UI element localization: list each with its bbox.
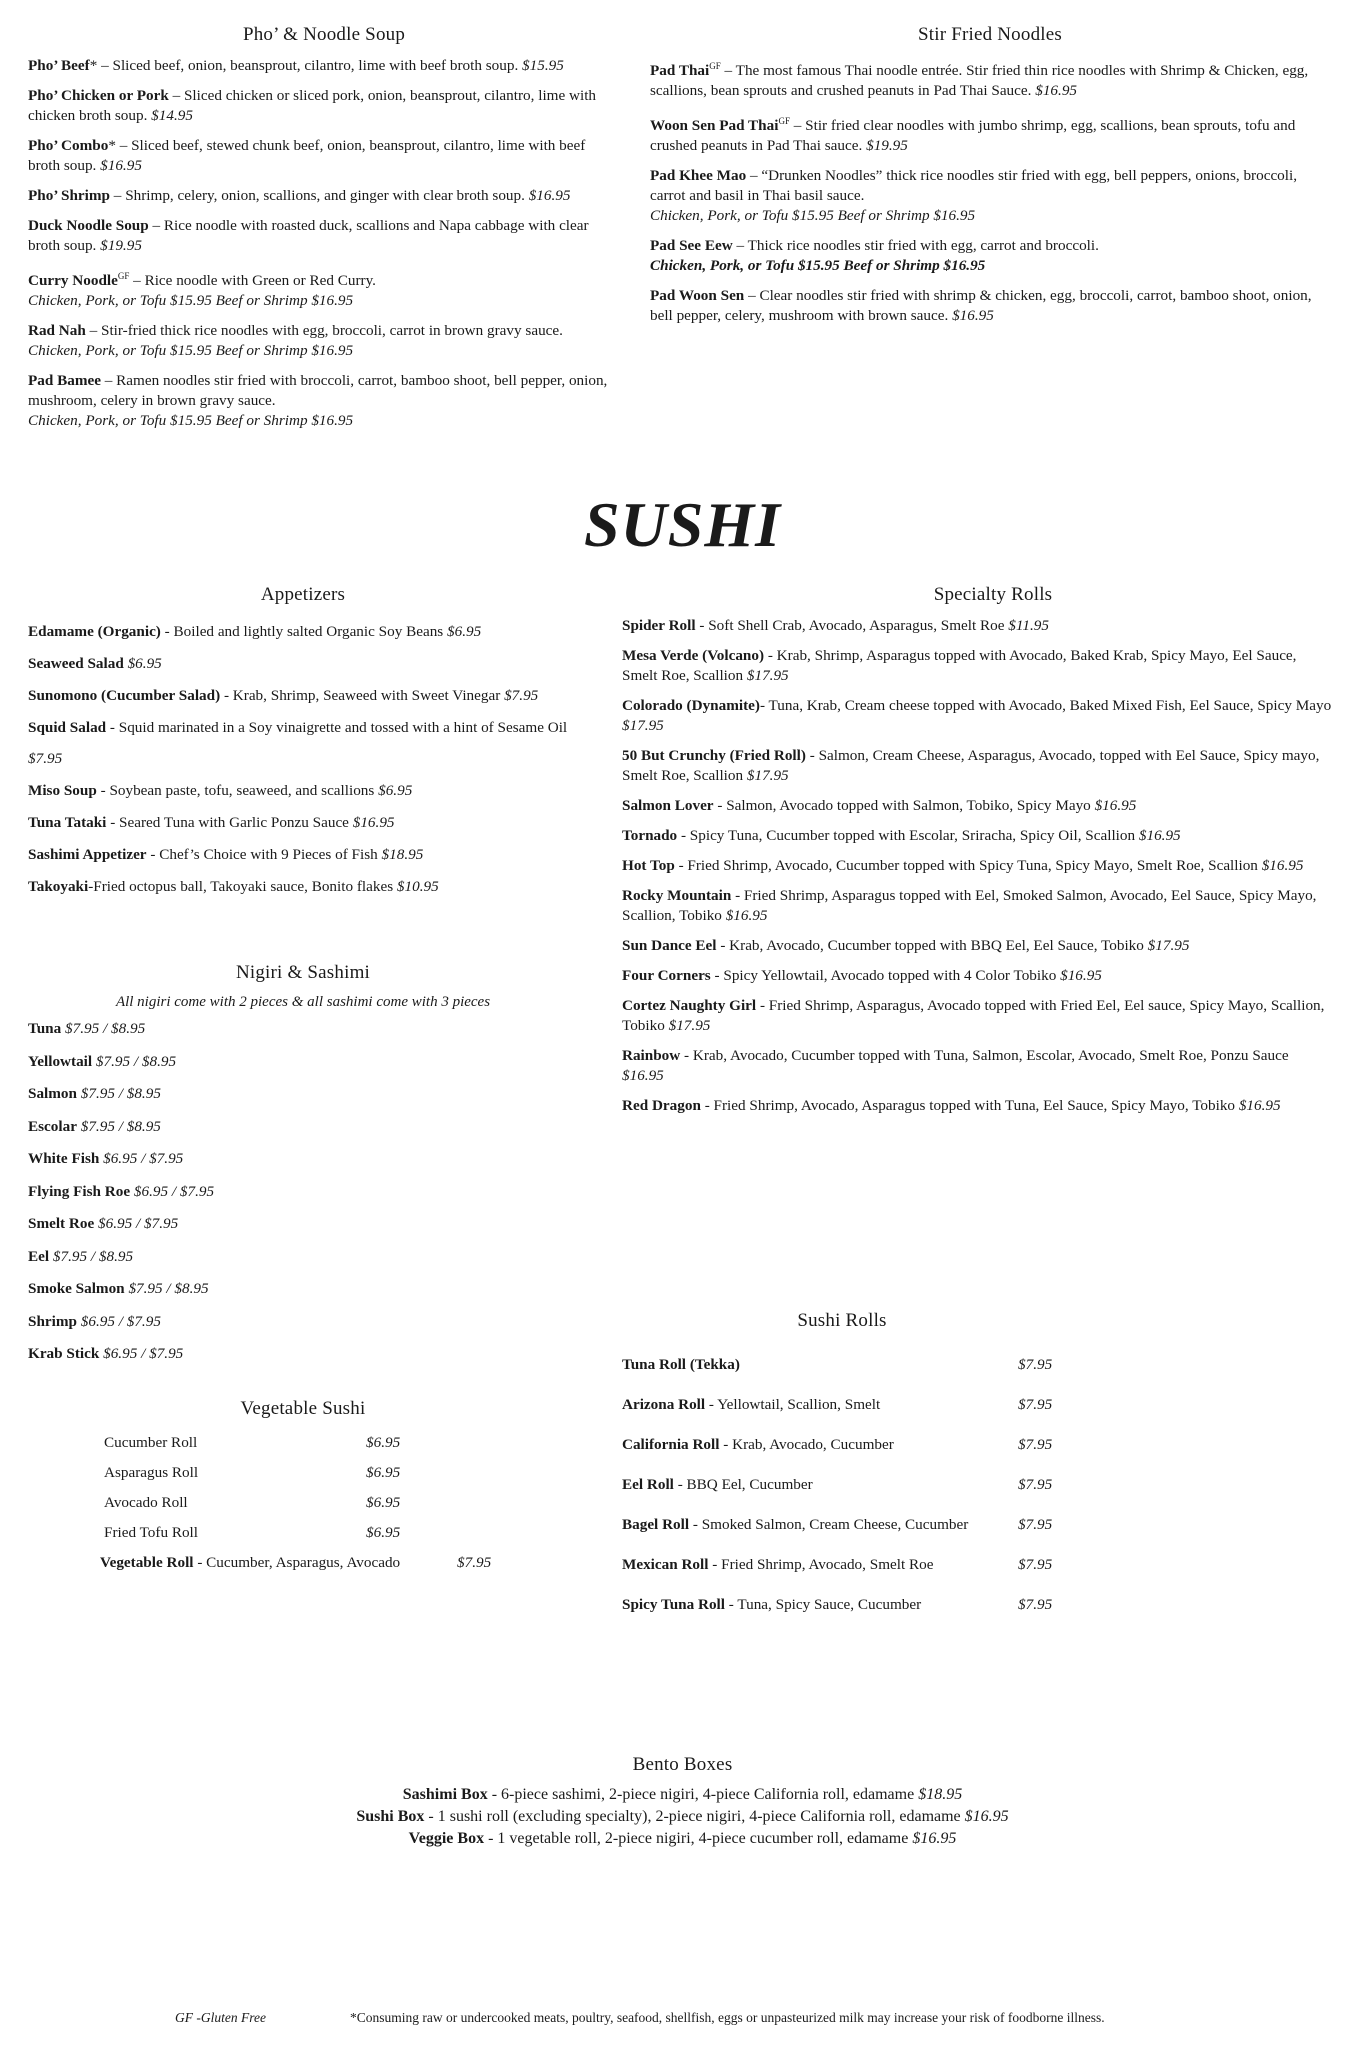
item-description: – Shrimp, celery, onion, scallions, and ginger with clear broth soup. (110, 187, 529, 204)
item-price-options: Chicken, Pork, or Tofu $15.95 Beef or Shrimp $16.95 (28, 412, 354, 430)
item-price: $6.95 (127, 655, 162, 672)
item-name: Pad Woon Sen (650, 287, 745, 305)
item-price: $17.95 (746, 767, 789, 784)
item-description: - BBQ Eel, Cucumber (673, 1476, 813, 1493)
veg-section (28, 1398, 578, 1574)
item-price: $7.95 (457, 1554, 492, 1571)
item-price: $7.95 (1018, 1516, 1053, 1533)
menu-item (28, 712, 578, 774)
veg-item (100, 1554, 578, 1574)
item-description: – Sliced chicken or sliced pork, onion, beansprout, cilantro, lime with chicken broth soup. (28, 87, 597, 124)
menu-item (28, 266, 620, 311)
item-price: $7.95 (28, 750, 63, 767)
nigiri-item (28, 1117, 578, 1137)
nigiri-item (28, 1344, 578, 1364)
item-name: Smoke Salmon (28, 1280, 125, 1297)
item-name: Curry Noodle (28, 272, 118, 290)
item-name: Eel (28, 1247, 50, 1265)
item-price: $17.95 (668, 1017, 711, 1034)
roll-item (622, 1436, 1082, 1456)
item-description: - Spicy Yellowtail, Avocado topped with 4 Color Tobiko (710, 967, 1061, 984)
item-name: Tuna Tataki (28, 814, 107, 831)
item-price: $16.95 (964, 1808, 1009, 1825)
item-price: $7.95 (1018, 1436, 1053, 1453)
raw-warning-mark: * (108, 137, 116, 154)
specialty-title: Specialty Rolls (933, 584, 1053, 605)
item-price: $7.95 / $8.95 (80, 1085, 161, 1102)
sushi-heading: SUSHI (583, 489, 782, 560)
appetizers-list (28, 616, 578, 902)
item-name: Pad Thai (650, 62, 710, 80)
item-name: Sun Dance Eel (622, 937, 717, 954)
item-price-options: Chicken, Pork, or Tofu $15.95 Beef or Shrimp $16.95 (650, 207, 976, 225)
item-description: - Krab, Shrimp, Asparagus topped with Avocado, Baked Krab, Spicy Mayo, Eel Sauce, Smelt Roe, Scallion (622, 647, 1297, 684)
menu-item (28, 807, 578, 838)
item-name: Spider Roll (622, 617, 696, 634)
item-description: - 6-piece sashimi, 2-piece nigiri, 4-piece California roll, edamame (487, 1786, 919, 1803)
item-description: - Salmon, Avocado topped with Salmon, Tobiko, Spicy Mayo (713, 797, 1095, 814)
nigiri-item (28, 1084, 578, 1104)
veg-item (104, 1464, 578, 1484)
stir-list (650, 56, 1330, 326)
item-description: – Rice noodle with Green or Red Curry. (129, 272, 376, 290)
item-description: – Sliced beef, stewed chunk beef, onion, beansprout, cilantro, lime with beef broth soup. (28, 137, 586, 174)
item-description: – Stir-fried thick rice noodles with egg, broccoli, carrot in brown gravy sauce. (85, 322, 563, 340)
item-name: Tuna (28, 1020, 62, 1037)
item-description: - Smoked Salmon, Cream Cheese, Cucumber (689, 1516, 969, 1533)
item-price: $16.95 (952, 307, 994, 325)
item-price: $16.95 (528, 187, 571, 204)
rolls-list (622, 1356, 1082, 1616)
item-price: $17.95 (622, 717, 664, 734)
item-name: Arizona Roll (622, 1396, 706, 1413)
menu-item (28, 371, 620, 431)
item-price: $19.95 (100, 237, 142, 254)
item-price: $7.95 / $8.95 (52, 1247, 134, 1265)
nigiri-title: Nigiri & Sashimi (235, 962, 371, 983)
item-name: Spicy Tuna Roll (622, 1596, 725, 1613)
item-price: $16.95 (1238, 1097, 1281, 1114)
bento-section (0, 1754, 1365, 1850)
item-description: - Fried Shrimp, Avocado, Asparagus topped with Tuna, Eel Sauce, Spicy Mayo, Tobiko (700, 1097, 1239, 1114)
item-name: Pho’ Beef (28, 57, 90, 74)
item-price-options: Chicken, Pork, or Tofu $15.95 Beef or Shrimp $16.95 (28, 292, 354, 310)
item-description: – Sliced beef, onion, beansprout, cilantro, lime with beef broth soup. (97, 57, 523, 74)
item-price: $16.95 (1261, 857, 1304, 874)
menu-item (28, 321, 620, 361)
item-description: – “Drunken Noodles” thick rice noodles stir fried with egg, bell peppers, onions, broccoli, carrot and basil in Thai basil sauce. (650, 167, 1298, 205)
item-name: Salmon (28, 1085, 77, 1102)
menu-item (622, 826, 1334, 846)
bento-item (0, 1806, 1365, 1828)
item-description: – Rice noodle with roasted duck, scallions and Napa cabbage with clear broth soup. (28, 217, 589, 254)
item-name: Vegetable Roll (100, 1554, 194, 1571)
item-price: $6.95 / $7.95 (103, 1150, 184, 1167)
nigiri-section (28, 962, 578, 1377)
item-description: - Fried Shrimp, Avocado, Cucumber topped with Spicy Tuna, Spicy Mayo, Smelt Roe, Scallion (674, 857, 1262, 874)
gluten-free-badge: GF (778, 116, 790, 127)
item-name: Avocado Roll (104, 1494, 188, 1511)
item-name: Veggie Box (408, 1830, 485, 1847)
menu-item (28, 86, 620, 126)
item-price: $6.95 / $7.95 (80, 1312, 161, 1330)
item-price-options: Chicken, Pork, or Tofu $15.95 Beef or Shrimp $16.95 (28, 342, 354, 360)
item-name: Squid Salad (28, 719, 107, 736)
item-description: - Spicy Tuna, Cucumber topped with Escolar, Sriracha, Spicy Oil, Scallion (677, 827, 1139, 844)
item-description: - 1 vegetable roll, 2-piece nigiri, 4-piece cucumber roll, edamame (484, 1830, 913, 1847)
stir-section (650, 24, 1330, 336)
bento-item (0, 1784, 1365, 1806)
item-name: Miso Soup (28, 782, 97, 799)
item-description: – The most famous Thai noodle entrée. Stir fried thin rice noodles with Shrimp & Chicken, egg, scallions, bean sprouts and crushed peanuts in Pad Thai Sauce. (650, 62, 1309, 100)
menu-item (622, 1096, 1334, 1116)
nigiri-item (28, 1247, 578, 1267)
appetizers-title: Appetizers (260, 584, 346, 605)
item-name: Edamame (Organic) (28, 623, 161, 640)
item-name: Krab Stick (28, 1345, 100, 1362)
menu-item (28, 648, 578, 679)
bento-list (0, 1784, 1365, 1850)
nigiri-item (28, 1182, 578, 1202)
item-name: Mexican Roll (622, 1556, 709, 1573)
item-price: $15.95 (522, 57, 564, 74)
item-price: $7.95 / $8.95 (65, 1020, 146, 1037)
item-name: Rad Nah (28, 322, 86, 340)
menu-item (622, 646, 1334, 686)
bento-title: Bento Boxes (632, 1754, 733, 1775)
roll-item (622, 1396, 1082, 1416)
item-price: $6.95 (366, 1464, 401, 1481)
item-description: -Fried octopus ball, Takoyaki sauce, Bonito flakes (88, 878, 397, 895)
item-name: Mesa Verde (Volcano) (622, 647, 765, 664)
veg-item (104, 1524, 578, 1544)
item-name: Pho’ Combo (28, 137, 109, 154)
menu-item (28, 775, 578, 806)
nigiri-item (28, 1279, 578, 1299)
item-price: $6.95 / $7.95 (103, 1345, 184, 1362)
item-price: $14.95 (151, 107, 193, 124)
item-price: $6.95 / $7.95 (133, 1182, 215, 1200)
item-price: $7.95 / $8.95 (95, 1052, 177, 1070)
item-price: $6.95 (366, 1524, 401, 1541)
item-description: – Clear noodles stir fried with shrimp & chicken, egg, broccoli, carrot, bamboo shoot, onion, bell pepper, celery, mushroom with brown sauce. (650, 287, 1312, 325)
menu-item (650, 286, 1330, 326)
item-price: $7.95 (1018, 1596, 1053, 1613)
raw-warning-mark: * (89, 57, 98, 74)
nigiri-item (28, 1214, 578, 1234)
item-price: $16.95 (1035, 82, 1077, 100)
item-price: $7.95 (1018, 1396, 1053, 1413)
item-price: $16.95 (622, 1067, 664, 1084)
item-description: - Fried Shrimp, Asparagus topped with Eel, Smoked Salmon, Avocado, Eel Sauce, Spicy Mayo, Scallion, Tobiko (622, 887, 1317, 924)
bento-item (0, 1828, 1365, 1850)
item-name: Sashimi Box (402, 1786, 488, 1803)
item-description: - Chef’s Choice with 9 Pieces of Fish (146, 846, 382, 863)
item-name: Pho’ Shrimp (28, 187, 110, 204)
item-name: Red Dragon (622, 1097, 701, 1114)
item-price-options: Chicken, Pork, or Tofu $15.95 Beef or Shrimp $16.95 (650, 257, 986, 275)
item-name: Rainbow (622, 1047, 681, 1064)
menu-item (622, 856, 1334, 876)
veg-item (104, 1494, 578, 1514)
item-price: $16.95 (100, 157, 142, 174)
item-name: Sunomono (Cucumber Salad) (28, 687, 221, 704)
item-name: Pad Bamee (28, 372, 101, 390)
item-name: California Roll (622, 1436, 720, 1453)
item-price: $17.95 (746, 667, 789, 684)
nigiri-item (28, 1052, 578, 1072)
item-name: Duck Noodle Soup (28, 217, 149, 234)
veg-title: Vegetable Sushi (240, 1398, 366, 1419)
item-description: - Tuna, Krab, Cream cheese topped with Avocado, Baked Mixed Fish, Eel Sauce, Spicy Mayo (759, 697, 1332, 714)
specialty-list (622, 616, 1334, 1116)
item-price: $16.95 (1060, 967, 1102, 984)
item-name: Pho’ Chicken or Pork (28, 87, 169, 104)
item-name: Colorado (Dynamite) (622, 697, 760, 714)
pho-title: Pho’ & Noodle Soup (242, 24, 406, 45)
item-name: Tuna Roll (Tekka) (622, 1356, 740, 1373)
roll-item (622, 1356, 1082, 1376)
menu-item (622, 696, 1334, 736)
menu-item (650, 56, 1330, 101)
item-name: Fried Tofu Roll (104, 1524, 199, 1541)
item-name: Sashimi Appetizer (28, 846, 147, 863)
item-name: Cortez Naughty Girl (622, 997, 757, 1014)
rolls-section (622, 1310, 1082, 1636)
footer-warning: *Consuming raw or undercooked meats, poultry, seafood, shellfish, eggs or unpasteurized milk may increase your risk of foodborne illness. (350, 2010, 1105, 2025)
item-name: Salmon Lover (622, 797, 714, 814)
item-description: - Soybean paste, tofu, seaweed, and scallions (96, 782, 379, 799)
item-name: Bagel Roll (622, 1516, 690, 1533)
item-price: $16.95 (912, 1830, 957, 1847)
item-name: Smelt Roe (28, 1215, 95, 1232)
menu-item (622, 796, 1334, 816)
nigiri-item (28, 1312, 578, 1332)
item-name: Flying Fish Roe (28, 1182, 131, 1200)
menu-item (622, 746, 1334, 786)
pho-list (28, 56, 620, 431)
menu-item (622, 616, 1334, 636)
item-price: $16.95 (1138, 827, 1181, 844)
nigiri-item (28, 1019, 578, 1039)
nigiri-list (28, 1019, 578, 1364)
item-description: - Krab, Avocado, Cucumber topped with BBQ Eel, Eel Sauce, Tobiko (716, 937, 1148, 954)
item-name: Tornado (622, 827, 678, 844)
appetizers-section (28, 584, 578, 903)
item-price: $18.95 (381, 846, 424, 863)
menu-item (28, 186, 620, 206)
item-price: $18.95 (918, 1786, 963, 1803)
item-description: - Fried Shrimp, Avocado, Smelt Roe (708, 1556, 934, 1573)
item-price: $16.95 (725, 907, 768, 924)
item-name: 50 But Crunchy (Fried Roll) (622, 747, 806, 764)
menu-item (622, 996, 1334, 1036)
item-name: Woon Sen Pad Thai (650, 117, 779, 135)
nigiri-item (28, 1149, 578, 1169)
nigiri-note: All nigiri come with 2 pieces & all sashimi come with 3 pieces (115, 994, 491, 1010)
menu-item (622, 886, 1334, 926)
item-description: – Ramen noodles stir fried with broccoli, carrot, bamboo shoot, bell pepper, onion, mushroom, celery in brown gravy sauce. (28, 372, 608, 410)
menu-item (28, 136, 620, 176)
item-price: $10.95 (396, 878, 439, 895)
menu-item (622, 936, 1334, 956)
item-name: White Fish (28, 1150, 100, 1167)
item-name: Takoyaki (28, 878, 89, 895)
menu-item (650, 166, 1330, 226)
item-price: $6.95 (447, 623, 482, 640)
item-price: $7.95 (1018, 1556, 1053, 1573)
item-description: - 1 sushi roll (excluding specialty), 2-piece nigiri, 4-piece California roll, edamame (424, 1808, 965, 1825)
item-name: Eel Roll (622, 1476, 674, 1493)
item-name: Shrimp (28, 1312, 77, 1330)
item-description: - Krab, Avocado, Cucumber topped with Tuna, Salmon, Escolar, Avocado, Smelt Roe, Ponzu Sauce (680, 1047, 1289, 1064)
item-price: $7.95 (1018, 1476, 1053, 1493)
item-description: - Squid marinated in a Soy vinaigrette and tossed with a hint of Sesame Oil (106, 719, 568, 736)
item-price: $17.95 (1147, 937, 1190, 954)
item-description: - Cucumber, Asparagus, Avocado (193, 1554, 401, 1571)
item-price: $7.95 (1018, 1356, 1053, 1373)
item-price: $7.95 / $8.95 (80, 1117, 161, 1135)
item-price: $11.95 (1008, 617, 1049, 634)
menu-item (622, 966, 1334, 986)
item-name: Sushi Box (356, 1808, 425, 1825)
item-description: - Krab, Shrimp, Seaweed with Sweet Vinegar (220, 687, 505, 704)
pho-section (28, 24, 620, 441)
item-description: – Thick rice noodles stir fried with egg, carrot and broccoli. (732, 237, 1099, 255)
roll-item (622, 1596, 1082, 1616)
item-price: $16.95 (352, 814, 395, 831)
roll-item (622, 1516, 1082, 1536)
item-price: $7.95 / $8.95 (128, 1280, 209, 1297)
item-description: - Krab, Avocado, Cucumber (719, 1436, 894, 1453)
item-price: $7.95 (504, 687, 539, 704)
veg-item (104, 1434, 578, 1454)
stir-title: Stir Fried Noodles (918, 24, 1062, 45)
item-name: Seaweed Salad (28, 655, 124, 672)
item-description: - Salmon, Cream Cheese, Asparagus, Avocado, topped with Eel Sauce, Spicy mayo, Smelt Roe, Scallion (622, 747, 1320, 784)
item-name: Pad See Eew (650, 237, 733, 255)
rolls-title: Sushi Rolls (797, 1310, 887, 1331)
item-price: $6.95 (366, 1494, 401, 1511)
menu-item (28, 216, 620, 256)
veg-list (28, 1434, 578, 1574)
item-name: Asparagus Roll (104, 1464, 199, 1481)
footer-gf-note: GF -Gluten Free (175, 2010, 266, 2025)
item-price: $19.95 (866, 137, 908, 155)
item-price: $6.95 (366, 1434, 401, 1451)
item-description: - Yellowtail, Scallion, Smelt (705, 1396, 881, 1413)
item-name: Hot Top (622, 857, 675, 874)
item-name: Escolar (28, 1117, 77, 1135)
item-description: - Tuna, Spicy Sauce, Cucumber (725, 1596, 922, 1613)
item-name: Four Corners (622, 967, 711, 984)
item-name: Yellowtail (28, 1052, 93, 1070)
gluten-free-badge: GF (709, 61, 721, 71)
item-description: - Seared Tuna with Garlic Ponzu Sauce (106, 814, 353, 831)
menu-item (28, 616, 578, 647)
item-name: Rocky Mountain (622, 887, 732, 904)
item-description: - Fried Shrimp, Asparagus, Avocado topped with Fried Eel, Eel sauce, Spicy Mayo, Scallion, Tobiko (622, 997, 1325, 1034)
menu-item (622, 1046, 1334, 1086)
item-price: $6.95 / $7.95 (98, 1215, 179, 1232)
menu-item (650, 111, 1330, 156)
menu-item (650, 236, 1330, 276)
item-price: $6.95 (378, 782, 413, 799)
item-description: - Soft Shell Crab, Avocado, Asparagus, Smelt Roe (695, 617, 1009, 634)
item-description: - Boiled and lightly salted Organic Soy Beans (160, 623, 448, 640)
menu-item (28, 56, 620, 76)
roll-item (622, 1556, 1082, 1576)
item-price: $16.95 (1094, 797, 1137, 814)
item-name: Pad Khee Mao (650, 167, 747, 185)
item-name: Cucumber Roll (104, 1434, 198, 1451)
specialty-section (622, 584, 1334, 1126)
menu-item (28, 871, 578, 902)
menu-item (28, 839, 578, 870)
roll-item (622, 1476, 1082, 1496)
menu-item (28, 680, 578, 711)
gluten-free-badge: GF (117, 271, 130, 281)
item-description: – Stir fried clear noodles with jumbo shrimp, egg, scallions, bean sprouts, tofu and crushed peanuts in Pad Thai sauce. (650, 117, 1296, 155)
